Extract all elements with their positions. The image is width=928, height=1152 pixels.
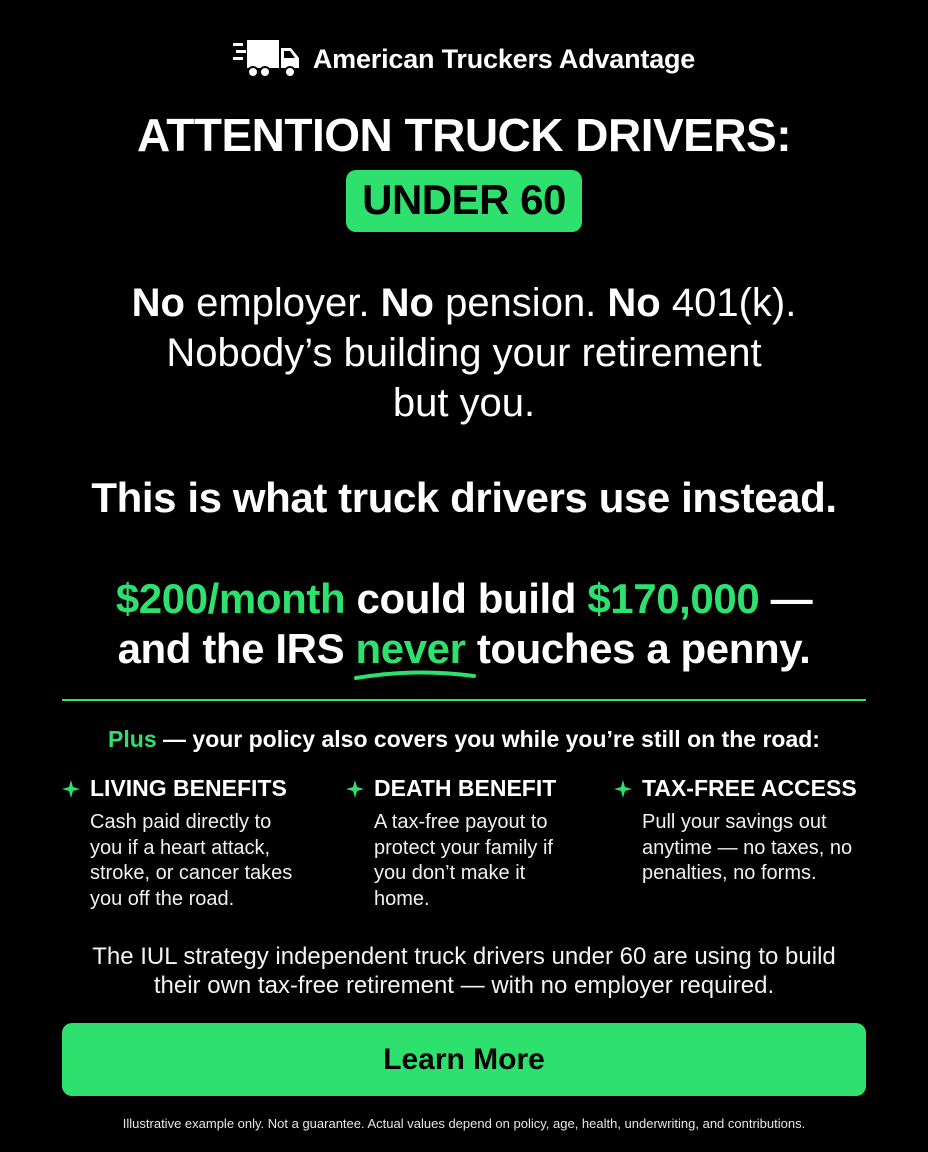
brand-header <box>0 38 928 80</box>
lead-text-3: 401(k). <box>660 281 797 325</box>
benefit-line: you don’t make it <box>374 862 526 884</box>
offer-line-2 <box>0 624 928 674</box>
lead-emphasis-2: No <box>380 281 434 325</box>
lead-text-1: employer. <box>184 281 381 325</box>
benefit-description <box>374 810 596 912</box>
monthly-amount: $200/month <box>115 575 346 622</box>
offer-post: touches a penny. <box>465 625 811 672</box>
benefit-line: stroke, or cancer takes <box>90 862 293 884</box>
sparkle-icon <box>614 780 632 798</box>
disclaimer: Illustrative example only. Not a guarantee. Actual values depend on policy, age, health, underwriting, and contributions. <box>122 1116 806 1131</box>
headline: ATTENTION TRUCK DRIVERS: <box>136 109 792 161</box>
benefit-line: penalties, no forms. <box>642 862 817 884</box>
strategy-text <box>60 942 868 1000</box>
benefit-title: DEATH BENEFIT <box>374 775 557 801</box>
benefit-heading <box>346 775 596 802</box>
benefit-death <box>346 775 596 912</box>
learn-more-button[interactable]: Learn More <box>62 1023 866 1096</box>
lead-text <box>0 278 928 428</box>
plus-word: Plus <box>108 726 157 752</box>
never-emphasis <box>355 624 465 674</box>
benefit-line: you off the road. <box>90 887 235 910</box>
benefit-line: anytime — no taxes, no <box>642 836 853 859</box>
lead-line-1 <box>0 278 928 328</box>
lead-emphasis-1: No <box>131 281 185 325</box>
underline-swoosh-icon <box>353 668 477 682</box>
offer-pre: and the IRS <box>117 625 356 672</box>
offer-text <box>0 574 928 674</box>
total-amount: $170,000 <box>587 575 760 622</box>
plus-rest: — your policy also covers you while you’re still on the road: <box>156 726 820 752</box>
lead-emphasis-3: No <box>607 281 661 325</box>
offer-dash: — <box>759 575 813 622</box>
age-badge: UNDER 60 <box>346 170 582 232</box>
benefit-line: Pull your savings out <box>642 811 827 833</box>
offer-line-1 <box>0 574 928 624</box>
benefit-line: Cash paid directly to <box>90 811 272 833</box>
truck-icon <box>233 38 301 80</box>
strategy-line-1: The IUL strategy independent truck drivers under 60 are using to build <box>92 943 836 970</box>
badge-wrap <box>0 170 928 232</box>
lead-line-3: but you. <box>392 381 536 425</box>
plus-line <box>0 726 928 753</box>
sparkle-icon <box>346 780 364 798</box>
benefit-line: A tax-free payout to <box>374 811 548 833</box>
benefit-description <box>642 810 894 887</box>
benefit-heading <box>62 775 332 802</box>
lead-line-2: Nobody’s building your retirement <box>166 331 762 375</box>
instead-heading: This is what truck drivers use instead. <box>91 474 837 521</box>
sparkle-icon <box>62 780 80 798</box>
benefit-title: TAX-FREE ACCESS <box>642 775 857 801</box>
benefit-line: home. <box>374 887 430 910</box>
benefit-heading <box>614 775 894 802</box>
benefit-line: you if a heart attack, <box>90 836 271 859</box>
benefit-tax-free <box>614 775 894 887</box>
strategy-line-2: their own tax-free retirement — with no employer required. <box>153 972 775 999</box>
benefit-description <box>90 810 332 912</box>
benefit-title: LIVING BENEFITS <box>90 775 287 801</box>
offer-mid: could build <box>345 575 588 622</box>
section-divider <box>62 699 866 701</box>
never-word: never <box>355 625 466 672</box>
brand-name: American Truckers Advantage <box>312 43 696 74</box>
lead-text-2: pension. <box>433 281 608 325</box>
benefit-line: protect your family if <box>374 836 553 859</box>
benefit-living <box>62 775 332 912</box>
